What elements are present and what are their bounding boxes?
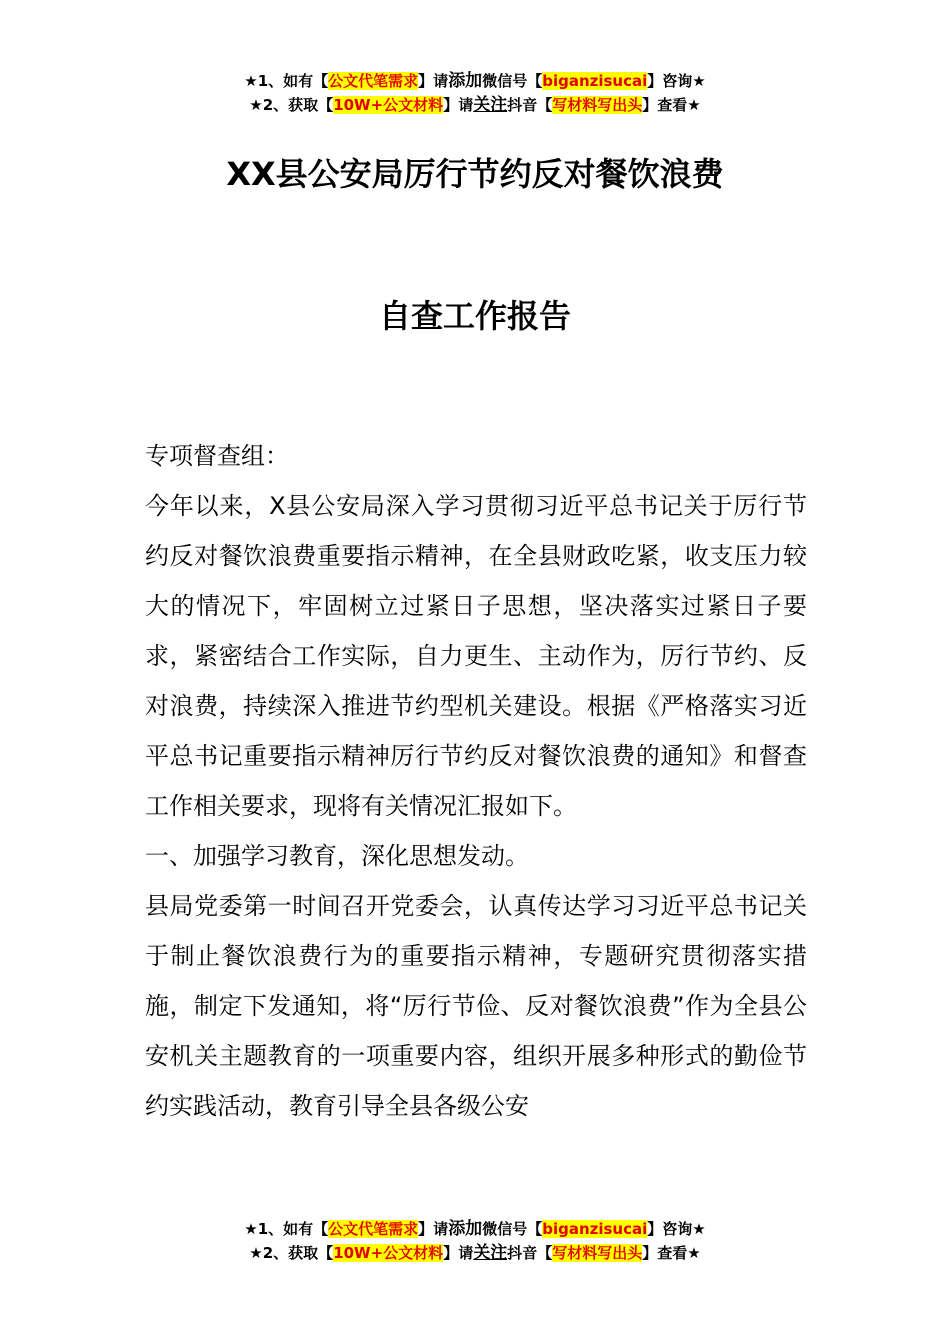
- promo-highlight: 10W+公文材料: [333, 1244, 444, 1262]
- promo-highlight: 写材料写出头: [552, 1244, 643, 1262]
- promo-highlight: biganzisucai: [542, 1220, 648, 1238]
- promo-highlight: 公文代笔需求: [328, 72, 419, 90]
- paragraph: 县局党委第一时间召开党委会，认真传达学习习近平总书记关于制止餐饮浪费行为的重要指示精神，专题研究贯彻落实措施，制定下发通知，将“厉行节俭、反对餐饮浪费”作为全县公安机关主题教育的一项重要内容，组织开展多种形式的勤俭节约实践活动，教育引导全县各级公安: [145, 892, 807, 1120]
- bottom-promo-banner: [0, 1217, 950, 1265]
- paragraph: 今年以来，X县公安局深入学习贯彻习近平总书记关于厉行节约反对餐饮浪费重要指示精神，在全县财政吃紧，收支压力较大的情况下，牢固树立过紧日子思想，坚决落实过紧日子要求，紧密结合工作实际，自力更生、主动作为，厉行节约、反对浪费，持续深入推进节约型机关建设。根据《严格落实习近平总书记重要指示精神厉行节约反对餐饮浪费的通知》和督查工作相关要求，现将有关情况汇报如下。: [145, 492, 807, 820]
- promo-line-1: ★1、如有【公文代笔需求】请添加微信号【biganzisucai】咨询★: [244, 1219, 706, 1239]
- promo-highlight: 写材料写出头: [552, 96, 643, 114]
- document-title-line-1: XX县公安局厉行节约反对餐饮浪费: [226, 155, 724, 193]
- promo-line-1: ★1、如有【公文代笔需求】请添加微信号【biganzisucai】咨询★: [244, 71, 706, 91]
- salutation: 专项督查组：: [145, 442, 289, 470]
- promo-line-2: ★2、获取【10W+公文材料】请关注抖音【写材料写出头】查看★: [249, 95, 701, 115]
- promo-highlight: biganzisucai: [542, 72, 648, 90]
- promo-highlight: 10W+公文材料: [333, 96, 444, 114]
- promo-highlight: 公文代笔需求: [328, 1220, 419, 1238]
- promo-line-2: ★2、获取【10W+公文材料】请关注抖音【写材料写出头】查看★: [249, 1243, 701, 1263]
- document-title-line-2: 自查工作报告: [378, 297, 571, 335]
- document-body: [145, 431, 807, 1131]
- section-heading: 一、加强学习教育，深化思想发动。: [145, 842, 529, 870]
- top-promo-banner: [0, 69, 950, 117]
